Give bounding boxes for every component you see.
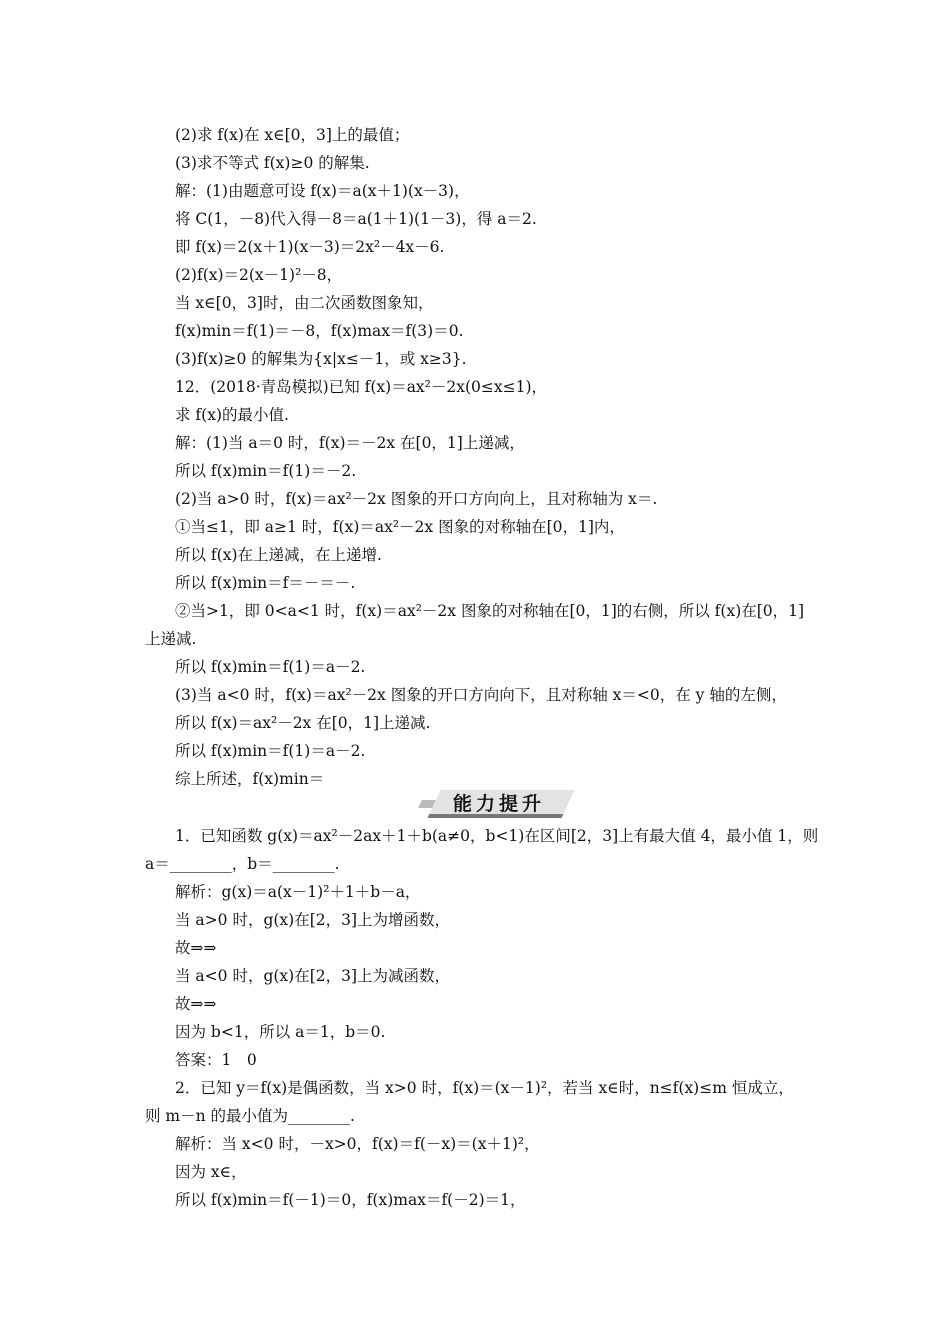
text-line: (2)当 a>0 时，f(x)＝ax²－2x 图象的开口方向向上，且对称轴为 x＝. <box>175 490 658 508</box>
text-line: 即 f(x)＝2(x＋1)(x－3)＝2x²－4x－6. <box>175 238 445 256</box>
text-line: 1．已知函数 g(x)＝ax²－2ax＋1＋b(a≠0，b<1)在区间[2，3]上有最大值 4，最小值 1，则 <box>175 827 819 845</box>
text-line: 上递减. <box>145 630 197 648</box>
section-title: 能力提升 <box>452 793 545 815</box>
text-line: 解析：当 x<0 时，－x>0，f(x)＝f(－x)＝(x＋1)²， <box>175 1135 540 1153</box>
text-line: 所以 f(x)min＝f(1)＝a－2. <box>175 742 366 760</box>
text-line: 则 m－n 的最小值为________. <box>145 1107 355 1125</box>
text-line: 答案：1 0 <box>175 1051 257 1069</box>
text-line: ②当>1，即 0<a<1 时，f(x)＝ax²－2x 图象的对称轴在[0，1]的右侧，所以 f(x)在[0，1] <box>175 602 805 620</box>
text-line: 所以 f(x)min＝f(－1)＝0，f(x)max＝f(－2)＝1， <box>175 1191 526 1209</box>
text-line: (2)求 f(x)在 x∈[0，3]上的最值； <box>175 126 410 144</box>
text-line: 故⇒⇒ <box>175 995 217 1013</box>
text-line: 解：(1)由题意可设 f(x)＝a(x＋1)(x－3)， <box>175 182 470 200</box>
text-line: 因为 x∈， <box>175 1163 247 1181</box>
section-banner <box>420 786 570 820</box>
text-line: 当 a<0 时，g(x)在[2，3]上为减函数， <box>175 967 451 985</box>
text-line: f(x)min＝f(1)＝－8，f(x)max＝f(3)＝0. <box>175 322 464 340</box>
text-line: 综上所述，f(x)min＝ <box>175 770 325 788</box>
text-line: 所以 f(x)min＝f＝－＝－. <box>175 574 356 592</box>
text-line: 2．已知 y＝f(x)是偶函数，当 x>0 时，f(x)＝(x－1)²，若当 x∈时，n≤f(x)≤m 恒成立， <box>175 1079 794 1097</box>
text-line: 解：(1)当 a＝0 时，f(x)＝－2x 在[0，1]上递减， <box>175 434 525 452</box>
text-line: 所以 f(x)min＝f(1)＝－2. <box>175 462 357 480</box>
text-line: (2)f(x)＝2(x－1)²－8， <box>175 266 343 284</box>
text-line: 故⇒⇒ <box>175 939 217 957</box>
text-line: 解析：g(x)＝a(x－1)²＋1＋b－a， <box>175 883 421 901</box>
text-line: 将 C(1，－8)代入得－8＝a(1＋1)(1－3)，得 a＝2. <box>175 210 537 228</box>
text-line: 求 f(x)的最小值. <box>175 406 289 424</box>
text-line: 因为 b<1，所以 a＝1，b＝0. <box>175 1023 386 1041</box>
text-line: 12．(2018·青岛模拟)已知 f(x)＝ax²－2x(0≤x≤1)， <box>175 378 548 396</box>
text-line: 当 a>0 时，g(x)在[2，3]上为增函数， <box>175 911 451 929</box>
text-line: (3)求不等式 f(x)≥0 的解集. <box>175 154 370 172</box>
text-line: 所以 f(x)＝ax²－2x 在[0，1]上递减. <box>175 714 431 732</box>
text-line: (3)f(x)≥0 的解集为{x|x≤－1，或 x≥3}. <box>175 350 467 368</box>
text-line: 所以 f(x)min＝f(1)＝a－2. <box>175 658 366 676</box>
text-line: a＝________，b＝________. <box>145 855 340 873</box>
text-line: 当 x∈[0，3]时，由二次函数图象知， <box>175 294 434 312</box>
text-line: ①当≤1，即 a≥1 时，f(x)＝ax²－2x 图象的对称轴在[0，1]内， <box>175 518 625 536</box>
text-line: 所以 f(x)在上递减，在上递增. <box>175 546 382 564</box>
text-line: (3)当 a<0 时，f(x)＝ax²－2x 图象的开口方向向下，且对称轴 x＝<0，在 y 轴的左侧， <box>175 686 787 704</box>
